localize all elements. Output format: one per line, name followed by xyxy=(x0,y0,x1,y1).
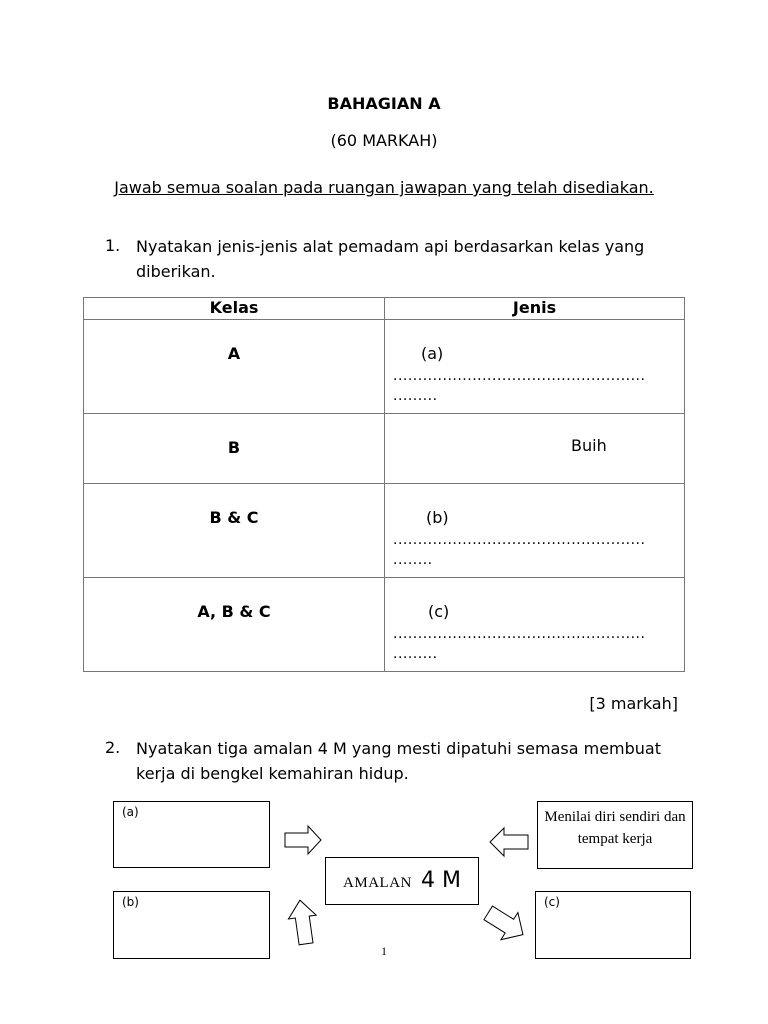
answer-blank-line: ......... xyxy=(393,646,438,662)
jenis-answer-cell-b[interactable] xyxy=(385,484,685,578)
table-row xyxy=(84,320,685,414)
center-box-prefix: AMALAN xyxy=(343,875,412,891)
jenis-answer-cell-a[interactable] xyxy=(385,320,685,414)
question-1-text: Nyatakan jenis-jenis alat pemadam api berdasarkan kelas yang diberikan. xyxy=(136,237,645,281)
given-practice-box xyxy=(537,801,693,869)
box-label-c: (c) xyxy=(544,895,560,909)
answer-label-a: (a) xyxy=(421,344,444,363)
given-practice-text: Menilai diri sendiri dan tempat kerja xyxy=(544,809,686,847)
answer-blank-line: ................................................... xyxy=(393,532,646,548)
question-2-text: Nyatakan tiga amalan 4 M yang mesti dipatuhi semasa membuat kerja di bengkel kemahiran hidup. xyxy=(136,739,661,783)
box-label-a: (a) xyxy=(122,805,139,819)
right-arrow-icon xyxy=(284,825,324,855)
up-arrow-icon xyxy=(284,897,322,947)
answer-box-a[interactable] xyxy=(113,801,270,868)
table-row xyxy=(84,578,685,672)
page-number: 1 xyxy=(381,944,387,958)
answer-blank-line: ........ xyxy=(393,552,433,568)
answer-label-b: (b) xyxy=(426,508,449,527)
section-marks: (60 MARKAH) xyxy=(330,131,438,150)
answer-blank-line: ......... xyxy=(393,388,438,404)
section-title: BAHAGIAN A xyxy=(327,94,441,113)
kelas-jenis-table xyxy=(83,297,685,672)
instruction-text: Jawab semua soalan pada ruangan jawapan yang telah disediakan. xyxy=(114,178,654,197)
question-1-number: 1. xyxy=(105,236,121,255)
header-kelas: Kelas xyxy=(84,298,385,320)
amalan-4m-center-box xyxy=(325,857,479,905)
jenis-value: Buih xyxy=(571,436,607,455)
header-jenis: Jenis xyxy=(385,298,685,320)
jenis-cell-b xyxy=(385,414,685,484)
answer-label-c: (c) xyxy=(428,602,450,621)
kelas-cell: B xyxy=(84,414,385,484)
box-label-b: (b) xyxy=(122,895,139,909)
question-2-number: 2. xyxy=(105,738,121,757)
kelas-cell: A, B & C xyxy=(84,578,385,672)
table-header-row xyxy=(84,298,685,320)
question-1-marks: [3 markah] xyxy=(589,694,678,713)
answer-blank-line: ................................................... xyxy=(393,626,646,642)
answer-blank-line: ................................................... xyxy=(393,368,646,384)
center-box-suffix: 4 M xyxy=(420,868,461,893)
jenis-answer-cell-c[interactable] xyxy=(385,578,685,672)
kelas-cell: A xyxy=(84,320,385,414)
kelas-cell: B & C xyxy=(84,484,385,578)
table-row xyxy=(84,414,685,484)
table-row xyxy=(84,484,685,578)
left-arrow-icon xyxy=(489,827,529,857)
